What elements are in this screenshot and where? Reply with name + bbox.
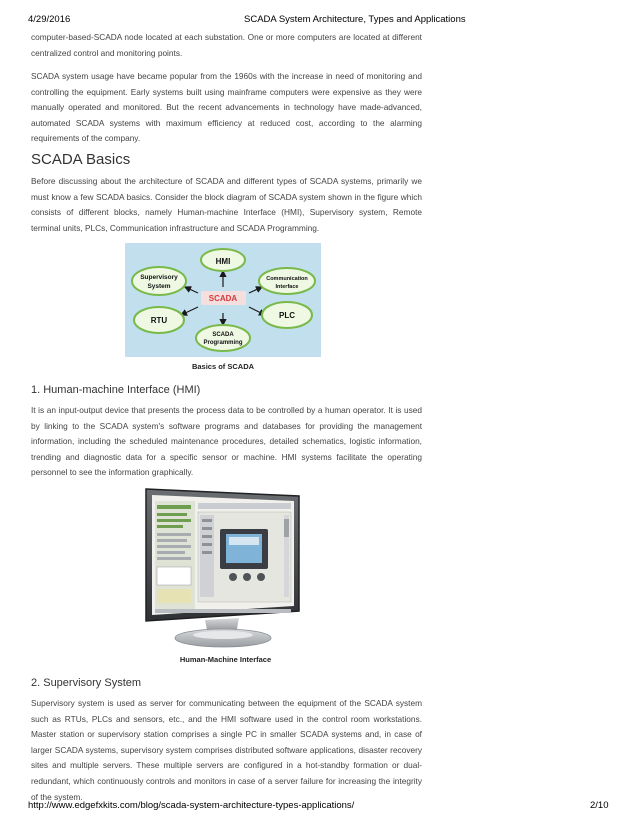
paragraph-text: Supervisory system is used as server for communicating between the equipment of the SCADA system such as RTUs, PLCs and sensors, etc., and the HMI software used in the control room workstations. Master station or supervisory station comprises a single PC in smaller SCADA systems and, in case of larger SCADA systems, supervisory system comprises distributed software applications, disaster recovery sites and multiple servers. These multiple servers are configured in a hot-standby formation or dual-redundant, which continuously controls and monitors in case of a server failure for increasing the integrity of the system. [31,698,422,802]
paragraph-scada-basics [31,174,422,236]
header-title: SCADA System Architecture, Types and Applications [244,14,466,25]
svg-text:SCADA: SCADA [208,294,238,303]
svg-text:System: System [147,283,171,290]
paragraph-hmi [31,403,422,481]
paragraph-text: SCADA system usage have became popular from the 1960s with the increase in need of monitoring and controlling the equipment. Early systems built using mainframe computers were expensive as they were manually operated and monitored. But the recent advancements in technology have made-advanced, automated SCADA systems with maximum efficiency at reduced cost, according to the alarming requirements of the company. [31,71,422,144]
footer-url[interactable]: http://www.edgefxkits.com/blog/scada-system-architecture-types-applications/ [28,800,355,811]
paragraph-scada-history [31,69,422,147]
paragraph-text: Before discussing about the architecture of SCADA and different types of SCADA systems, primarily we must know a few SCADA basics. Consider the block diagram of SCADA system shown in the figure which consists of different blocks, namely Human-machine Interface (HMI), Supervisory system, Remote terminal units, PLCs, Communication infrastructure and SCADA Programming. [31,176,422,233]
paragraph-text: It is an input-output device that presents the process data to be controlled by a human operator. It is used by linking to the SCADA system's software programs and databases for providing the management information, including the scheduled maintenance procedures, detailed schematics, logistic information, trending and diagnostic data for a specific sensor or machine. HMI systems facilitate the operating personnel to see the information graphically. [31,405,422,478]
footer-page-number: 2/10 [590,800,609,811]
paragraph-supervisory [31,696,422,805]
node-communication-interface [259,268,315,294]
scada-basics-diagram [125,243,321,357]
paragraph-text: computer-based-SCADA node located at each substation. One or more computers are located at different centralized control and monitoring points. [31,32,422,58]
node-supervisory-system [132,267,186,295]
section-heading-hmi: 1. Human-machine Interface (HMI) [31,384,201,396]
svg-text:RTU: RTU [150,316,168,325]
figure-caption-basics: Basics of SCADA [191,362,255,371]
svg-text:HMI: HMI [215,257,231,266]
svg-text:Communication: Communication [266,276,308,282]
svg-text:Supervisory: Supervisory [140,274,178,281]
svg-text:PLC: PLC [279,311,295,320]
hmi-monitor-image [143,487,301,650]
node-scada-programming [196,325,250,351]
node-hmi [201,249,245,271]
node-rtu [134,307,184,333]
svg-text:SCADA: SCADA [212,332,234,338]
svg-text:Interface: Interface [275,284,299,290]
node-scada-center [201,291,246,305]
figure-caption-hmi: Human-Machine Interface [179,655,272,664]
node-plc [262,302,312,328]
section-heading-scada-basics: SCADA Basics [31,151,131,168]
header-date: 4/29/2016 [28,14,71,25]
section-heading-supervisory: 2. Supervisory System [31,677,142,689]
svg-text:Programming: Programming [203,340,243,346]
paragraph-centralized-control [31,30,422,61]
